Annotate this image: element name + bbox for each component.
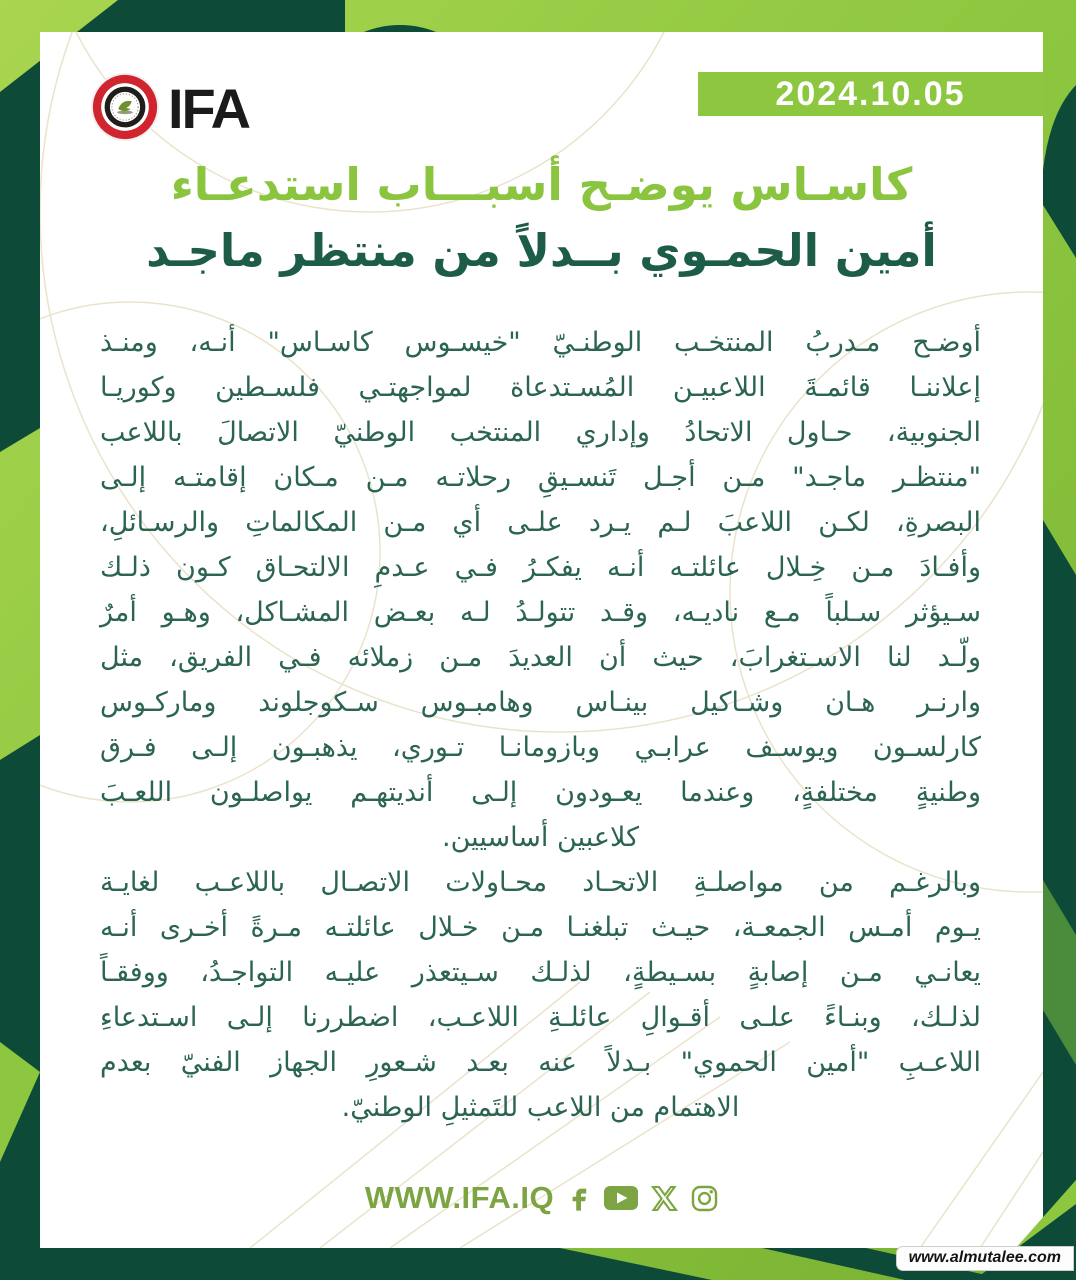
logo-wordmark: IFA (168, 77, 250, 140)
ifa-emblem-icon (90, 72, 160, 146)
article-line: يعانـي مـن إصابةٍ بسـيطةٍ، لذلـك سـيتعذر عليـه التواجـدُ، ووفقـاً (100, 957, 981, 988)
article-line: سـيؤثر سـلباً مـع ناديـه، وقـد تتولـدُ لـه بعـض المشـاكل، وهـو أمرٌ (100, 597, 981, 628)
x-icon (651, 1185, 678, 1212)
article-line: وأفـادَ مـن خِـلال عائلتـه أنـه يفكـرُ فـي عـدمِ الالتحـاق كـون ذلـك (100, 552, 981, 583)
headline-line-2: أمين الحمـوي بــدلاً من منتظر ماجـد (146, 224, 937, 277)
facebook-icon (567, 1184, 591, 1212)
article-line: لذلـك، وبنـاءً علـى أقـوالِ عائلـةِ اللاعـب، اضطررنا إلـى اسـتدعاءِ (100, 1002, 981, 1033)
logo-group (90, 72, 249, 146)
youtube-icon (604, 1186, 638, 1210)
website-url: WWW.IFA.IQ (364, 1180, 555, 1215)
instagram-icon (691, 1185, 718, 1212)
article-line: البصرةِ، لكـن اللاعبَ لـم يـرد علـى أي مـن المكالماتِ والرسـائلِ، (100, 507, 981, 538)
article-line: يـوم أمـس الجمعـة، حيـث تبلغنـا مـن خـلال عائلتـه مـرةً أخـرى أنـه (100, 912, 981, 943)
article-body (100, 320, 981, 1130)
article-line: الاهتمام من اللاعب للتَمثيلِ الوطنيّ. (341, 1092, 740, 1123)
article-line: "منتظـر ماجـد" مـن أجـل تَنسـيقِ رحلاتـه مـن مـكان إقامتـه إلـى (100, 462, 981, 493)
date-badge: 2024.10.05 (698, 72, 1043, 116)
watermark: www.almutalee.com (896, 1246, 1074, 1271)
article-line: اللاعـبِ "أمين الحموي" بـدلاً عنه بعـد شـعورِ الجهاز الفنيّ بعدم (100, 1047, 981, 1078)
headline-line-1: كاسـاس يوضـح أسبـــاب استدعـاء (170, 158, 913, 211)
article-line: كلاعبين أساسيين. (442, 822, 639, 853)
poster-card (40, 32, 1043, 1248)
article-line: وبالرغـم من مواصلـةِ الاتحـاد محـاولات الاتصـال باللاعـب لغايـة (100, 867, 981, 898)
headline (40, 158, 1043, 278)
footer (40, 1180, 1043, 1216)
article-line: وارنـر هـان وشـاكيل بينـاس وهامبـوس سـكوجلوند وماركـوس (100, 687, 981, 718)
article-line: الجنوبية، حـاول الاتحادُ وإداري المنتخب الوطنيّ الاتصالَ باللاعب (100, 417, 981, 448)
article-line: وطنيةٍ مختلفةٍ، وعندما يعـودون إلـى أنديتهـم يواصلـون اللعـبَ (100, 777, 981, 808)
article-line: إعلاننـا قائمـةَ اللاعبيـن المُسـتدعاة لمواجهتـي فلسـطين وكوريـا (100, 372, 981, 403)
article-line: ولّـد لنا الاسـتغرابَ، حيث أن العديدَ مـن زملائه فـي الفريق، مثل (100, 642, 981, 673)
article-line: كارلسـون ويوسـف عرابـي وبازومانـا تـوري، يذهبـون إلـى فـرق (100, 732, 981, 763)
article-line: أوضـح مـدربُ المنتخـب الوطنـيّ "خيسـوس كاسـاس" أنـه، ومنـذ (100, 327, 981, 358)
